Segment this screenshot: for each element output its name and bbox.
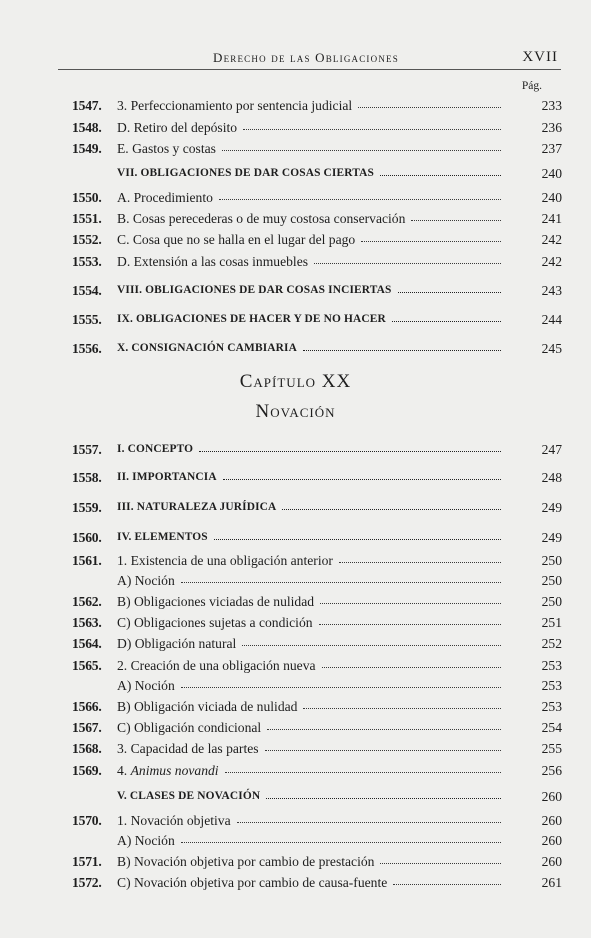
entry-page: 250 — [541, 553, 562, 568]
dot-leader — [319, 624, 501, 625]
toc-entry — [0, 615, 591, 635]
dot-leader — [320, 603, 501, 604]
entry-page: 251 — [541, 615, 562, 630]
entry-number: 1557. — [72, 442, 102, 457]
entry-title: VIII. OBLIGACIONES DE DAR COSAS INCIERTAS — [117, 284, 392, 296]
entry-page: 255 — [541, 741, 562, 756]
entry-title: E. Gastos y costas — [117, 141, 216, 156]
entry-title: II. IMPORTANCIA — [117, 471, 217, 483]
entry-page: 245 — [541, 341, 562, 356]
entry-title: D) Obligación natural — [117, 636, 237, 651]
entry-page: 248 — [541, 470, 562, 485]
toc-entry — [0, 98, 591, 118]
dot-leader — [380, 175, 501, 176]
toc-entry — [0, 813, 591, 833]
dot-leader — [181, 687, 501, 688]
dot-leader — [358, 107, 501, 108]
entry-title: C) Obligación condicional — [117, 720, 262, 735]
dot-leader — [266, 798, 501, 799]
dot-leader — [199, 451, 501, 452]
toc-entry — [0, 763, 591, 783]
entry-page: 249 — [541, 530, 562, 545]
dot-leader — [303, 350, 501, 351]
entry-number: 1566. — [72, 699, 102, 714]
entry-page: 260 — [541, 833, 562, 848]
toc-entry — [0, 190, 591, 210]
toc-entry — [0, 789, 591, 809]
dot-leader — [223, 479, 501, 480]
dot-leader — [214, 539, 501, 540]
entry-number: 1560. — [72, 530, 102, 545]
entry-page: 252 — [541, 636, 562, 651]
entry-title: IV. ELEMENTOS — [117, 531, 208, 543]
entry-title: D. Retiro del depósito — [117, 120, 238, 135]
toc-entry — [0, 854, 591, 874]
toc-entry — [0, 875, 591, 895]
toc-entry — [0, 720, 591, 740]
dot-leader — [225, 772, 501, 773]
toc-entry — [0, 833, 591, 853]
toc-entry — [0, 211, 591, 231]
entry-title: IX. OBLIGACIONES DE HACER Y DE NO HACER — [117, 313, 386, 325]
toc-entry — [0, 141, 591, 161]
toc-entry — [0, 120, 591, 140]
entry-number: 1556. — [72, 341, 102, 356]
entry-title: D. Extensión a las cosas inmuebles — [117, 254, 309, 269]
entry-number: 1563. — [72, 615, 102, 630]
entry-page: 261 — [541, 875, 562, 890]
entry-page: 243 — [541, 283, 562, 298]
entry-number: 1554. — [72, 283, 102, 298]
entry-page: 250 — [541, 573, 562, 588]
entry-title: V. CLASES DE NOVACIÓN — [117, 790, 261, 802]
entry-number: 1569. — [72, 763, 102, 778]
entry-number: 1547. — [72, 98, 102, 113]
entry-title: C) Obligaciones sujetas a condición — [117, 615, 313, 630]
dot-leader — [242, 645, 501, 646]
dot-leader — [219, 199, 501, 200]
entry-number: 1548. — [72, 120, 102, 135]
entry-number: 1572. — [72, 875, 102, 890]
entry-number: 1568. — [72, 741, 102, 756]
entry-page: 260 — [541, 813, 562, 828]
entry-number: 1553. — [72, 254, 102, 269]
entry-title: B) Obligación viciada de nulidad — [117, 699, 298, 714]
entry-page: 247 — [541, 442, 562, 457]
entry-title: 3. Capacidad de las partes — [117, 741, 259, 756]
entry-title: 1. Existencia de una obligación anterior — [117, 553, 333, 568]
dot-leader — [392, 321, 501, 322]
dot-leader — [361, 241, 501, 242]
entry-page: 249 — [541, 500, 562, 515]
entry-number: 1562. — [72, 594, 102, 609]
entry-number: 1555. — [72, 312, 102, 327]
dot-leader — [265, 750, 501, 751]
toc-entry — [0, 699, 591, 719]
entry-title: 1. Novación objetiva — [117, 813, 231, 828]
entry-title: B. Cosas perecederas o de muy costosa conservación — [117, 211, 406, 226]
entry-title: B) Obligaciones viciadas de nulidad — [117, 594, 315, 609]
entry-number: 1567. — [72, 720, 102, 735]
toc-entry — [0, 678, 591, 698]
entry-title: III. NATURALEZA JURÍDICA — [117, 501, 277, 513]
dot-leader — [181, 842, 501, 843]
entry-number: 1559. — [72, 500, 102, 515]
toc-entry — [0, 553, 591, 573]
entry-title: A. Procedimiento — [117, 190, 213, 205]
toc-entry — [0, 442, 591, 462]
dot-leader — [282, 509, 501, 510]
entry-page: 240 — [541, 166, 562, 181]
entry-title: X. CONSIGNACIÓN CAMBIARIA — [117, 342, 297, 354]
entry-number: 1570. — [72, 813, 102, 828]
entry-number: 1561. — [72, 553, 102, 568]
running-title: Derecho de las Obligaciones — [213, 50, 399, 65]
dot-leader — [380, 863, 501, 864]
chapter-title: Novación — [255, 401, 336, 422]
entry-number: 1565. — [72, 658, 102, 673]
toc-entry — [0, 254, 591, 274]
entry-page: 260 — [541, 854, 562, 869]
dot-leader — [314, 263, 501, 264]
entry-title: C) Novación objetiva por cambio de causa-fuente — [117, 875, 388, 890]
dot-leader — [237, 822, 501, 823]
entry-number: 1550. — [72, 190, 102, 205]
dot-leader — [181, 582, 501, 583]
entry-page: 236 — [541, 120, 562, 135]
dot-leader — [339, 562, 501, 563]
toc-entry — [0, 530, 591, 550]
toc-entry — [0, 232, 591, 252]
entry-page: 253 — [541, 658, 562, 673]
page-number-roman: XVII — [522, 49, 558, 65]
entry-page: 244 — [541, 312, 562, 327]
toc-entry — [0, 658, 591, 678]
entry-title: 4. Animus novandi — [117, 763, 219, 778]
dot-leader — [411, 220, 501, 221]
toc-entry — [0, 166, 591, 186]
entry-number: 1564. — [72, 636, 102, 651]
entry-page: 237 — [541, 141, 562, 156]
toc-entry — [0, 283, 591, 303]
entry-page: 260 — [541, 789, 562, 804]
dot-leader — [267, 729, 501, 730]
entry-title: C. Cosa que no se halla en el lugar del pago — [117, 232, 356, 247]
entry-page: 240 — [541, 190, 562, 205]
toc-entry — [0, 312, 591, 332]
dot-leader — [322, 667, 501, 668]
dot-leader — [222, 150, 501, 151]
entry-page: 242 — [541, 232, 562, 247]
dot-leader — [393, 884, 501, 885]
entry-title: VII. OBLIGACIONES DE DAR COSAS CIERTAS — [117, 167, 375, 179]
entry-title: A) Noción — [117, 573, 175, 588]
toc-entry — [0, 594, 591, 614]
toc-entry — [0, 500, 591, 520]
entry-number: 1552. — [72, 232, 102, 247]
entry-number: 1558. — [72, 470, 102, 485]
chapter-label: Capítulo XX — [239, 371, 352, 392]
entry-title: B) Novación objetiva por cambio de prestación — [117, 854, 375, 869]
entry-title: A) Noción — [117, 833, 175, 848]
dot-leader — [398, 292, 501, 293]
toc-entry — [0, 636, 591, 656]
entry-page: 256 — [541, 763, 562, 778]
toc-entry — [0, 470, 591, 490]
entry-number: 1549. — [72, 141, 102, 156]
entry-number: 1551. — [72, 211, 102, 226]
entry-title: I. CONCEPTO — [117, 443, 194, 455]
entry-page: 254 — [541, 720, 562, 735]
entry-page: 241 — [541, 211, 562, 226]
dot-leader — [303, 708, 501, 709]
entry-page: 233 — [541, 98, 562, 113]
dot-leader — [243, 129, 501, 130]
entry-page: 253 — [541, 678, 562, 693]
entry-page: 242 — [541, 254, 562, 269]
toc-entry — [0, 741, 591, 761]
page-column-label: Pág. — [521, 80, 542, 92]
toc-entry — [0, 341, 591, 361]
entry-page: 250 — [541, 594, 562, 609]
running-header — [58, 49, 561, 70]
entry-page: 253 — [541, 699, 562, 714]
entry-title: 3. Perfeccionamiento por sentencia judicial — [117, 98, 353, 113]
entry-number: 1571. — [72, 854, 102, 869]
entry-title: A) Noción — [117, 678, 175, 693]
toc-entry — [0, 573, 591, 593]
entry-title: 2. Creación de una obligación nueva — [117, 658, 316, 673]
